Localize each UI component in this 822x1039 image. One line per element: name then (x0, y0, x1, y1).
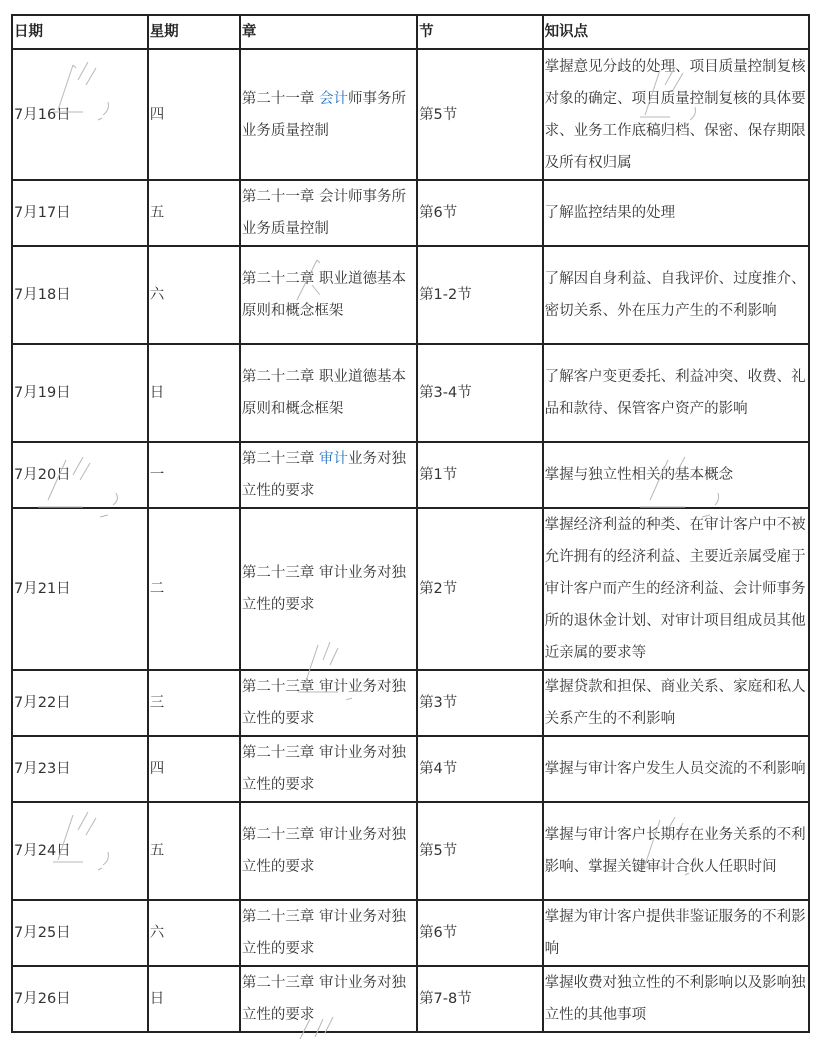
section-cell: 第1节 (417, 442, 543, 508)
header-weekday: 星期 (148, 15, 240, 49)
table-row (12, 736, 809, 802)
chapter-text: 师事务所业务质量控制 (241, 90, 406, 139)
knowledge-cell: 掌握与独立性相关的基本概念 (543, 442, 809, 508)
weekday-cell: 四 (148, 49, 240, 180)
chapter-cell (240, 344, 417, 442)
weekday-cell: 五 (148, 802, 240, 900)
chapter-text: 第二十二章 职业道德基本原则和概念框架 (241, 369, 406, 417)
chapter-cell (240, 246, 417, 344)
section-cell: 第6节 (417, 900, 543, 966)
weekday-cell: 一 (148, 442, 240, 508)
chapter-text: 第二十三章 审计业务对独立性的要求 (241, 745, 406, 793)
knowledge-cell: 掌握与审计客户发生人员交流的不利影响 (543, 736, 809, 802)
chapter-text: 第二十三章 审计业务对独立性的要求 (241, 827, 406, 875)
date-cell: 7月23日 (12, 736, 148, 802)
table-row (12, 508, 809, 670)
chapter-text: 第二十三章 审计业务对独立性的要求 (241, 679, 406, 727)
weekday-cell: 六 (148, 900, 240, 966)
header-knowledge: 知识点 (543, 15, 809, 49)
section-cell: 第5节 (417, 802, 543, 900)
weekday-cell: 五 (148, 180, 240, 246)
date-cell: 7月21日 (12, 508, 148, 670)
knowledge-cell: 了解客户变更委托、利益冲突、收费、礼品和款待、保管客户资产的影响 (543, 344, 809, 442)
chapter-text: 第二十二章 职业道德基本原则和概念框架 (241, 271, 406, 319)
weekday-cell: 六 (148, 246, 240, 344)
weekday-cell: 二 (148, 508, 240, 670)
chapter-cell (240, 966, 417, 1032)
table-row (12, 344, 809, 442)
chapter-text: 第二十一章 (241, 90, 319, 107)
table-row (12, 180, 809, 246)
date-cell: 7月24日 (12, 802, 148, 900)
chapter-text: 第二十三章 审计业务对独立性的要求 (241, 909, 406, 957)
chapter-cell (240, 802, 417, 900)
chapter-cell (240, 736, 417, 802)
weekday-cell: 日 (148, 344, 240, 442)
study-schedule-table (11, 14, 810, 1033)
table-row (12, 49, 809, 180)
knowledge-cell: 掌握与审计客户长期存在业务关系的不利影响、掌握关键审计合伙人任职时间 (543, 802, 809, 900)
header-chapter: 章 (240, 15, 417, 49)
chapter-cell (240, 670, 417, 736)
table-row (12, 442, 809, 508)
section-cell: 第3节 (417, 670, 543, 736)
section-cell: 第7-8节 (417, 966, 543, 1032)
chapter-cell (240, 900, 417, 966)
section-cell: 第5节 (417, 49, 543, 180)
table-row (12, 900, 809, 966)
knowledge-cell: 掌握经济利益的种类、在审计客户中不被允许拥有的经济利益、主要近亲属受雇于审计客户而产生的经济利益、会计师事务所的退休金计划、对审计项目组成员其他近亲属的要求等 (543, 508, 809, 670)
table-row (12, 802, 809, 900)
table-row (12, 966, 809, 1032)
date-cell: 7月16日 (12, 49, 148, 180)
table-row (12, 246, 809, 344)
section-cell: 第1-2节 (417, 246, 543, 344)
chapter-keyword-link[interactable]: 审计 (318, 451, 348, 467)
chapter-cell (240, 508, 417, 670)
chapter-cell (240, 442, 417, 508)
header-section: 节 (417, 15, 543, 49)
chapter-text: 第二十三章 审计业务对独立性的要求 (241, 975, 406, 1023)
chapter-cell (240, 180, 417, 246)
date-cell: 7月26日 (12, 966, 148, 1032)
chapter-text: 业务对独立性的要求 (241, 451, 406, 499)
knowledge-cell: 掌握为审计客户提供非鉴证服务的不利影响 (543, 900, 809, 966)
weekday-cell: 四 (148, 736, 240, 802)
date-cell: 7月17日 (12, 180, 148, 246)
chapter-text: 第二十三章 (241, 451, 319, 467)
date-cell: 7月20日 (12, 442, 148, 508)
chapter-text: 第二十一章 会计师事务所业务质量控制 (241, 189, 406, 237)
table-row (12, 670, 809, 736)
header-date: 日期 (12, 15, 148, 49)
date-cell: 7月22日 (12, 670, 148, 736)
date-cell: 7月18日 (12, 246, 148, 344)
date-cell: 7月25日 (12, 900, 148, 966)
table-header-row (12, 15, 809, 49)
knowledge-cell: 掌握贷款和担保、商业关系、家庭和私人关系产生的不利影响 (543, 670, 809, 736)
knowledge-cell: 掌握意见分歧的处理、项目质量控制复核对象的确定、项目质量控制复核的具体要求、业务工作底稿归档、保密、保存期限及所有权归属 (543, 49, 809, 180)
section-cell: 第6节 (417, 180, 543, 246)
chapter-cell (240, 49, 417, 180)
knowledge-cell: 了解因自身利益、自我评价、过度推介、密切关系、外在压力产生的不利影响 (543, 246, 809, 344)
section-cell: 第3-4节 (417, 344, 543, 442)
date-cell: 7月19日 (12, 344, 148, 442)
chapter-keyword-link[interactable]: 会计 (318, 90, 348, 107)
knowledge-cell: 掌握收费对独立性的不利影响以及影响独立性的其他事项 (543, 966, 809, 1032)
knowledge-cell: 了解监控结果的处理 (543, 180, 809, 246)
chapter-text: 第二十三章 审计业务对独立性的要求 (241, 565, 406, 613)
weekday-cell: 日 (148, 966, 240, 1032)
section-cell: 第2节 (417, 508, 543, 670)
section-cell: 第4节 (417, 736, 543, 802)
weekday-cell: 三 (148, 670, 240, 736)
